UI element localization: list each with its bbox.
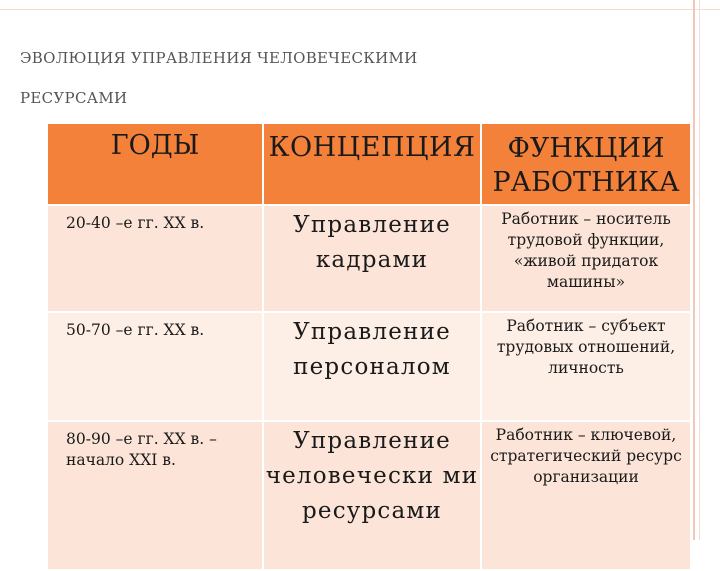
cell-functions: Работник – субъект трудовых отношений, личность bbox=[481, 312, 691, 421]
table-row bbox=[47, 421, 691, 570]
cell-concept: Управление персоналом bbox=[263, 312, 481, 421]
cell-years: 80-90 –е гг. XX в. – начало XXI в. bbox=[47, 421, 263, 570]
slide-title-line2: РЕСУРСАМИ bbox=[20, 89, 128, 107]
table-row bbox=[47, 312, 691, 421]
evolution-table bbox=[46, 122, 692, 571]
cell-years: 20-40 –е гг. XX в. bbox=[47, 205, 263, 312]
cell-concept: Управление кадрами bbox=[263, 205, 481, 312]
cell-functions: Работник – носитель трудовой функции, «живой придаток машины» bbox=[481, 205, 691, 312]
table-header-row bbox=[47, 123, 691, 205]
frame-right-line bbox=[693, 0, 695, 540]
slide-title-line1: ЭВОЛЮЦИЯ УПРАВЛЕНИЯ ЧЕЛОВЕЧЕСКИМИ bbox=[20, 49, 418, 67]
frame-top-line bbox=[0, 9, 720, 10]
header-concept: КОНЦЕПЦИЯ bbox=[263, 123, 481, 205]
header-functions: ФУНКЦИИ РАБОТНИКА bbox=[481, 123, 691, 205]
frame-right-line-outer bbox=[699, 0, 700, 540]
cell-years: 50-70 –е гг. XX в. bbox=[47, 312, 263, 421]
table-row bbox=[47, 205, 691, 312]
header-years: ГОДЫ bbox=[47, 123, 263, 205]
cell-functions: Работник – ключевой, стратегический ресурс организации bbox=[481, 421, 691, 570]
slide-title bbox=[20, 38, 660, 118]
cell-concept: Управление человечески ми ресурсами bbox=[263, 421, 481, 570]
